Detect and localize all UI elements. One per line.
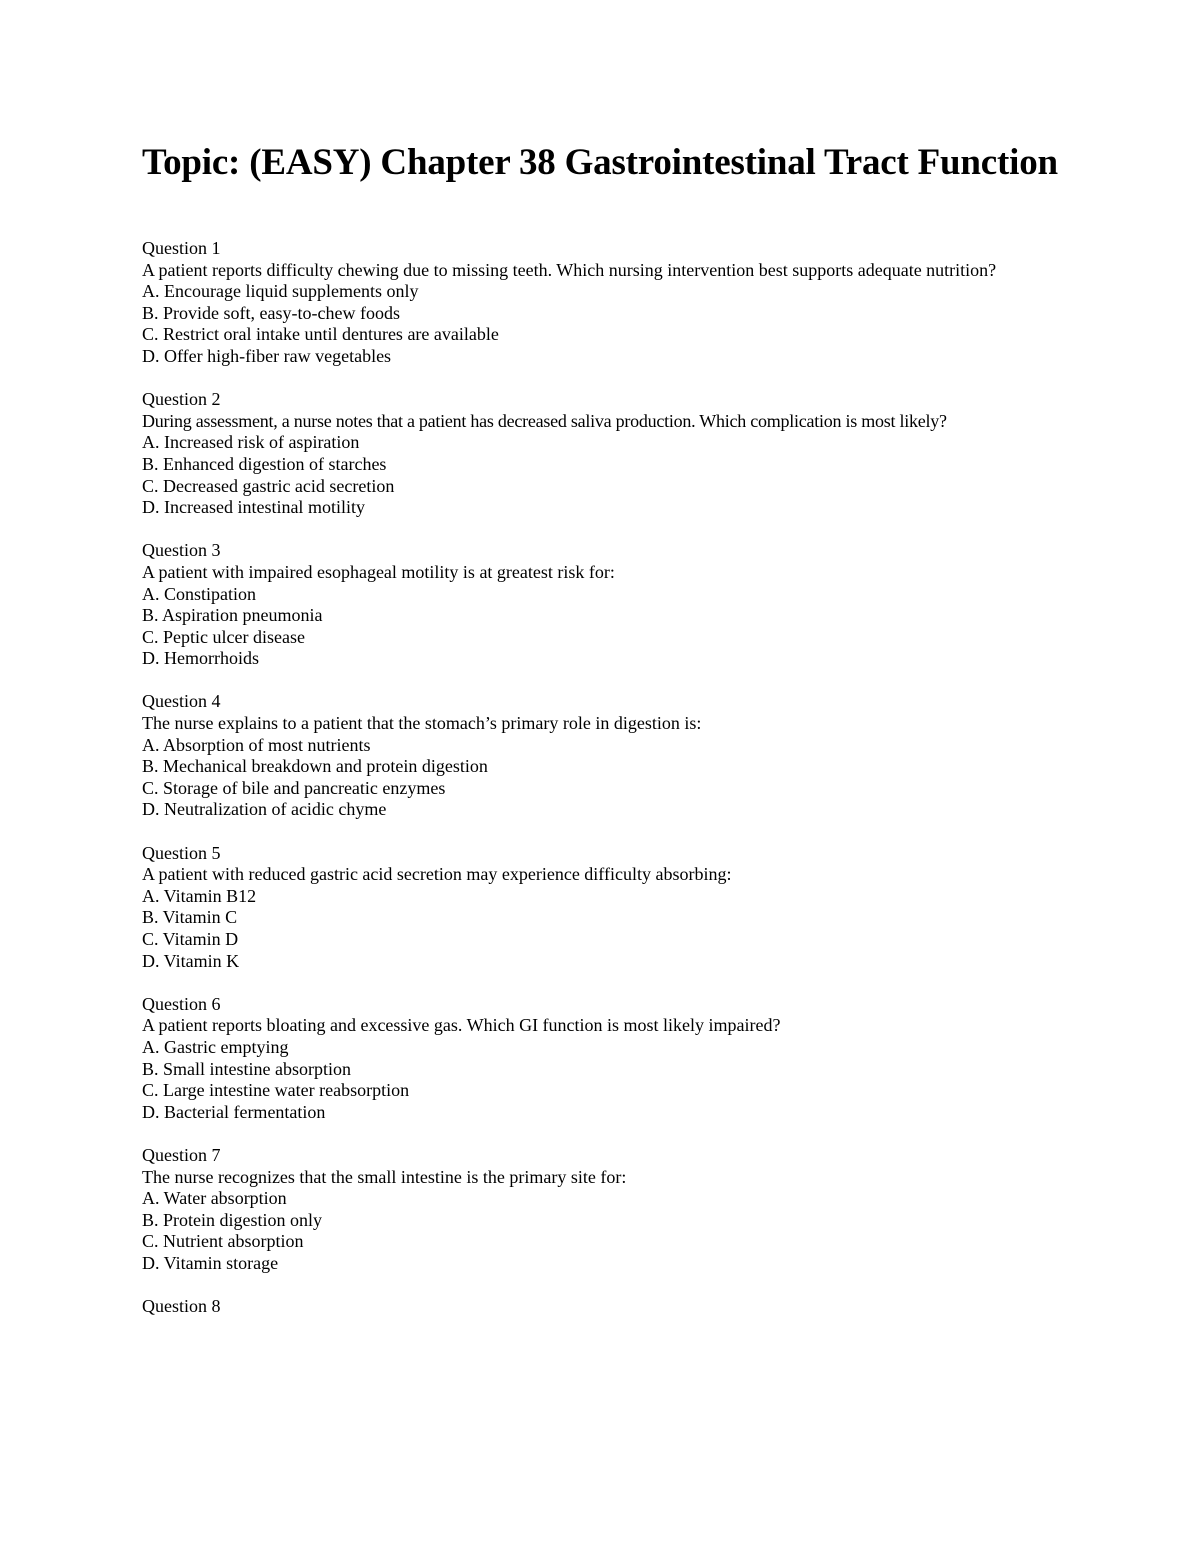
- answer-option: C. Large intestine water reabsorption: [142, 1080, 410, 1101]
- document-page: [142, 140, 1082, 1339]
- answer-option: A. Absorption of most nutrients: [142, 734, 371, 755]
- answer-option: C. Nutrient absorption: [142, 1231, 304, 1252]
- answer-option: C. Storage of bile and pancreatic enzymes: [142, 777, 446, 798]
- question-label: Question 2: [142, 389, 221, 410]
- answer-option: A. Water absorption: [142, 1188, 287, 1209]
- question-prompt: A patient with impaired esophageal motility is at greatest risk for:: [142, 561, 615, 582]
- question-prompt: A patient reports bloating and excessive gas. Which GI function is most likely impaired?: [142, 1015, 781, 1036]
- question-label: Question 6: [142, 993, 221, 1014]
- answer-option: D. Neutralization of acidic chyme: [142, 799, 387, 820]
- question-2: [142, 389, 1082, 519]
- question-label: Question 1: [142, 238, 221, 258]
- question-prompt: The nurse explains to a patient that the stomach’s primary role in digestion is:: [142, 713, 702, 734]
- answer-option: B. Enhanced digestion of starches: [142, 453, 387, 474]
- answer-option: B. Protein digestion only: [142, 1209, 322, 1230]
- question-6: [142, 994, 1082, 1124]
- answer-option: A. Vitamin B12: [142, 885, 257, 906]
- question-label: Question 7: [142, 1144, 221, 1165]
- question-prompt: During assessment, a nurse notes that a patient has decreased saliva production. Which complication is most likely?: [142, 410, 947, 431]
- answer-option: D. Vitamin K: [142, 950, 240, 971]
- answer-option: A. Increased risk of aspiration: [142, 432, 360, 453]
- question-4: [142, 691, 1082, 821]
- answer-option: B. Small intestine absorption: [142, 1058, 351, 1079]
- question-prompt: A patient with reduced gastric acid secretion may experience difficulty absorbing:: [142, 864, 732, 885]
- answer-option: D. Hemorrhoids: [142, 648, 259, 669]
- question-prompt: A patient reports difficulty chewing due to missing teeth. Which nursing intervention best supports adequate nutrition?: [142, 259, 997, 280]
- answer-option: D. Vitamin storage: [142, 1252, 279, 1273]
- question-8: [142, 1296, 1082, 1318]
- answer-option: B. Mechanical breakdown and protein digestion: [142, 756, 488, 777]
- document-title: Topic: (EASY) Chapter 38 Gastrointestinal Tract Function: [142, 142, 1058, 183]
- question-label: Question 8: [142, 1296, 221, 1317]
- question-prompt: The nurse recognizes that the small intestine is the primary site for:: [142, 1166, 627, 1187]
- answer-option: A. Constipation: [142, 583, 257, 604]
- answer-option: C. Vitamin D: [142, 929, 239, 949]
- answer-option: D. Bacterial fermentation: [142, 1101, 326, 1122]
- question-7: [142, 1145, 1082, 1275]
- question-label: Question 5: [142, 842, 221, 863]
- question-5: [142, 843, 1082, 973]
- answer-option: A. Encourage liquid supplements only: [142, 281, 419, 302]
- answer-option: B. Provide soft, easy-to-chew foods: [142, 302, 400, 323]
- question-3: [142, 540, 1082, 670]
- answer-option: C. Restrict oral intake until dentures are available: [142, 324, 499, 345]
- question-list: [142, 238, 1082, 1318]
- answer-option: A. Gastric emptying: [142, 1036, 289, 1057]
- answer-option: D. Increased intestinal motility: [142, 497, 365, 518]
- question-label: Question 4: [142, 691, 221, 712]
- answer-option: B. Aspiration pneumonia: [142, 605, 323, 626]
- answer-option: C. Decreased gastric acid secretion: [142, 475, 395, 496]
- answer-option: C. Peptic ulcer disease: [142, 626, 305, 647]
- question-label: Question 3: [142, 540, 221, 561]
- question-1: [142, 238, 1082, 368]
- answer-option: B. Vitamin C: [142, 907, 238, 928]
- answer-option: D. Offer high-fiber raw vegetables: [142, 345, 392, 366]
